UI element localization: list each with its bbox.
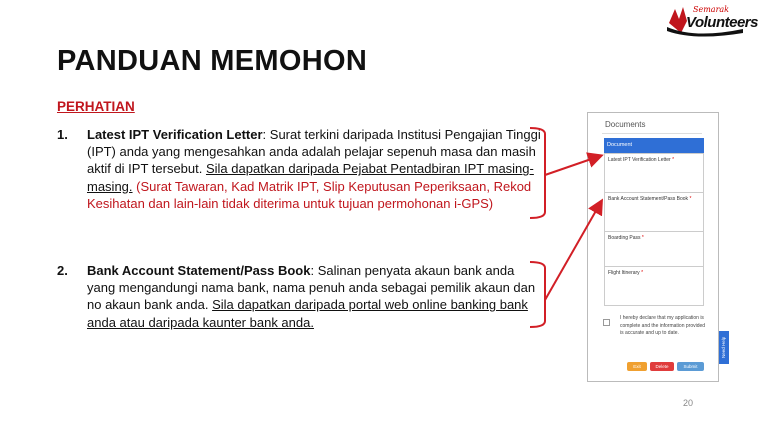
exit-button[interactable]: Exit — [627, 362, 647, 371]
page-number: 20 — [683, 398, 694, 408]
field-label: Boarding Pass — [608, 235, 641, 241]
field-label: Flight Itinerary — [608, 270, 640, 276]
slide-title: PANDUAN MEMOHON — [57, 45, 368, 77]
item-number: 1. — [57, 127, 68, 142]
delete-button[interactable]: Delete — [650, 362, 674, 371]
submit-button[interactable]: Submit — [677, 362, 704, 371]
form-heading: Documents — [605, 120, 646, 129]
document-section-header: Document — [604, 138, 704, 153]
item-number: 2. — [57, 263, 68, 278]
requirement-item-1 — [57, 126, 543, 212]
notice-label: PERHATIAN — [57, 99, 135, 114]
bank-statement-upload-field[interactable] — [604, 192, 704, 232]
item-text: : Salinan penyata akaun bank anda yang mengandungi nama bank, nama penuh anda sebagai pemilik akaun dan no akaun bank anda. — [87, 263, 536, 313]
required-marker: * — [672, 157, 675, 163]
required-marker: * — [641, 235, 644, 241]
documents-form-screenshot — [587, 112, 719, 382]
item-warning: (Surat Tawaran, Kad Matrik IPT, Slip Keputusan Peperiksaan, Rekod Kesihatan dan lain-lain tidak diterima untuk tujuan permohonan i-GPS) — [87, 178, 532, 211]
flight-itinerary-upload-field[interactable] — [604, 266, 704, 306]
item-heading: Latest IPT Verification Letter — [87, 127, 263, 142]
field-label: Latest IPT Verification Letter — [608, 157, 671, 163]
logo-wordmark: Volunteers — [686, 14, 758, 31]
declaration-checkbox[interactable] — [603, 319, 610, 326]
ipt-letter-upload-field[interactable] — [604, 153, 704, 193]
need-help-tab[interactable]: Need Help — [719, 331, 729, 364]
item-instruction: Sila dapatkan daripada Pejabat Pentadbiran IPT masing-masing. — [87, 161, 534, 194]
boarding-pass-upload-field[interactable] — [604, 231, 704, 267]
item-text: : Surat terkini daripada Institusi Pengajian Tinggi (IPT) anda yang mengesahkan anda adalah pelajar sepenuh masa dan masih aktif di IPT tersebut. — [87, 127, 541, 177]
logo-script-text: Semarak — [693, 5, 730, 14]
item-instruction: Sila dapatkan daripada portal web online banking bank anda atau daripada kaunter bank anda. — [87, 297, 528, 330]
required-marker: * — [641, 270, 644, 276]
requirement-item-2 — [57, 262, 543, 331]
divider — [602, 133, 702, 134]
field-label: Bank Account Statement/Pass Book — [608, 196, 689, 202]
required-marker: * — [689, 196, 692, 202]
declaration-text: I hereby declare that my application is complete and the information provided is accurate and up to date. — [620, 315, 706, 336]
item-heading: Bank Account Statement/Pass Book — [87, 263, 311, 278]
